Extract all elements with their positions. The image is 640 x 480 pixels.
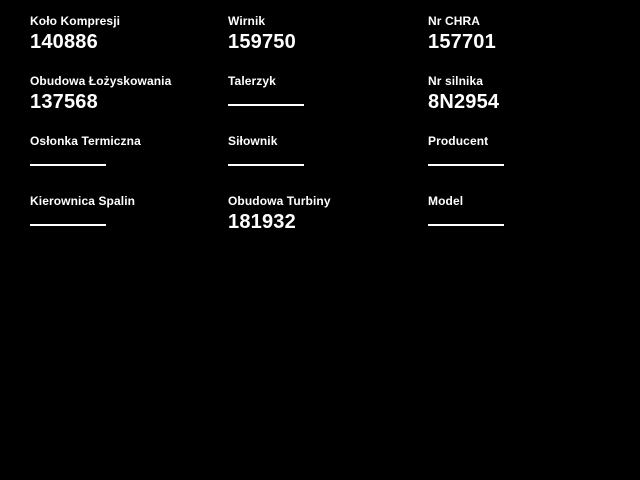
field-label: Obudowa Łożyskowania: [30, 74, 172, 88]
spec-field-silownik: [200, 134, 400, 194]
spec-row: [0, 74, 640, 134]
field-value[interactable]: 181932: [228, 211, 296, 233]
field-label: Obudowa Turbiny: [228, 194, 331, 208]
field-value[interactable]: [228, 150, 400, 174]
spec-row: [0, 14, 640, 74]
spec-field-kolo-kompresji: [0, 14, 200, 74]
field-value[interactable]: [428, 150, 600, 174]
field-label: Nr CHRA: [428, 14, 481, 28]
spec-field-oslonka-termiczna: [0, 134, 200, 194]
field-value[interactable]: [30, 210, 200, 234]
field-label: Wirnik: [228, 14, 266, 28]
field-value[interactable]: 140886: [30, 31, 98, 53]
spec-field-nr-chra: [400, 14, 600, 74]
spec-field-talerzyk: [200, 74, 400, 134]
field-value[interactable]: 157701: [428, 31, 496, 53]
spec-field-model: [400, 194, 600, 254]
spec-field-kierownica-spalin: [0, 194, 200, 254]
field-value[interactable]: 159750: [228, 31, 296, 53]
field-label: Talerzyk: [228, 74, 276, 88]
field-value[interactable]: 8N2954: [428, 91, 500, 113]
field-label: Nr silnika: [428, 74, 484, 88]
field-label: Koło Kompresji: [30, 14, 121, 28]
field-label: Kierownica Spalin: [30, 194, 136, 208]
field-value[interactable]: [30, 150, 200, 174]
spec-field-obudowa-lozyskowania: [0, 74, 200, 134]
spec-field-obudowa-turbiny: [200, 194, 400, 254]
spec-field-producent: [400, 134, 600, 194]
spec-field-wirnik: [200, 14, 400, 74]
spec-row: [0, 134, 640, 194]
field-label: Model: [428, 194, 464, 208]
spec-field-nr-silnika: [400, 74, 600, 134]
field-label: Siłownik: [228, 134, 278, 148]
field-value[interactable]: [228, 90, 400, 114]
field-label: Producent: [428, 134, 489, 148]
spec-row: [0, 194, 640, 254]
field-label: Osłonka Termiczna: [30, 134, 141, 148]
field-value[interactable]: [428, 210, 600, 234]
field-value[interactable]: 137568: [30, 91, 98, 113]
